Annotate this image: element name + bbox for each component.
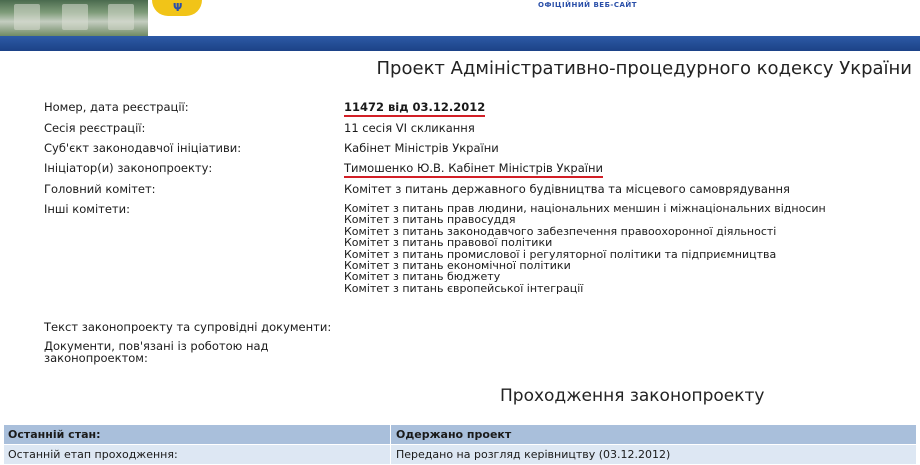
list-item: Комітет з питань промислової і регуляторної політики та підприємництва [344, 247, 777, 261]
list-item: Комітет з питань прав людини, національних меншин і міжнаціональних відносин [344, 202, 826, 215]
page-title: Проект Адміністративно-процедурного кодексу України [376, 58, 912, 79]
table-row [4, 445, 916, 464]
field-row-related-docs [44, 340, 294, 364]
initiators-value: Тимошенко Ю.В. Кабінет Міністрів України [344, 161, 603, 178]
list-item: Комітет з питань економічної політики [344, 259, 571, 273]
field-label: Номер, дата реєстрації: [44, 100, 189, 114]
text-docs-label: Текст законопроекту та супровідні документи: [44, 320, 332, 334]
list-item: Комітет з питань законодавчого забезпечення правоохоронної діяльності [344, 224, 777, 238]
list-item: Комітет з питань правосуддя [344, 213, 516, 227]
site-header [0, 0, 920, 40]
other-committees-list [344, 203, 826, 294]
session-value: 11 сесія VI скликання [344, 121, 475, 135]
table-cell: Останній етап проходження: [8, 448, 178, 461]
field-label: Головний комітет: [44, 182, 156, 196]
list-item: Комітет з питань європейської інтеграції [344, 281, 584, 295]
subject-value: Кабінет Міністрів України [344, 141, 499, 155]
table-header-row [4, 425, 916, 444]
passage-section-title: Проходження законопроекту [500, 386, 765, 406]
main-committee-value: Комітет з питань державного будівництва та місцевого самоврядування [344, 182, 790, 196]
trident-emblem-icon: Ψ [152, 0, 202, 16]
table-header-cell: Одержано проект [396, 428, 512, 441]
table-header-cell: Останній стан: [8, 428, 101, 441]
list-item: Комітет з питань правової політики [344, 236, 553, 250]
field-label: Суб'єкт законодавчої ініціативи: [44, 141, 242, 155]
field-label: Інші комітети: [44, 202, 130, 216]
column-divider [390, 425, 391, 464]
parliament-building-photo [0, 0, 148, 36]
field-label: Сесія реєстрації: [44, 121, 146, 135]
table-cell: Передано на розгляд керівництву (03.12.2012) [396, 448, 671, 461]
related-docs-label: Документи, пов'язані із роботою над законопроектом: [44, 339, 269, 365]
list-item: Комітет з питань бюджету [344, 270, 501, 284]
field-label: Ініціатор(и) законопроекту: [44, 161, 213, 175]
registration-number-value: 11472 від 03.12.2012 [344, 100, 485, 117]
site-label: ОФІЦІЙНИЙ ВЕБ-САЙТ [538, 1, 638, 9]
header-blue-bar [0, 36, 920, 51]
